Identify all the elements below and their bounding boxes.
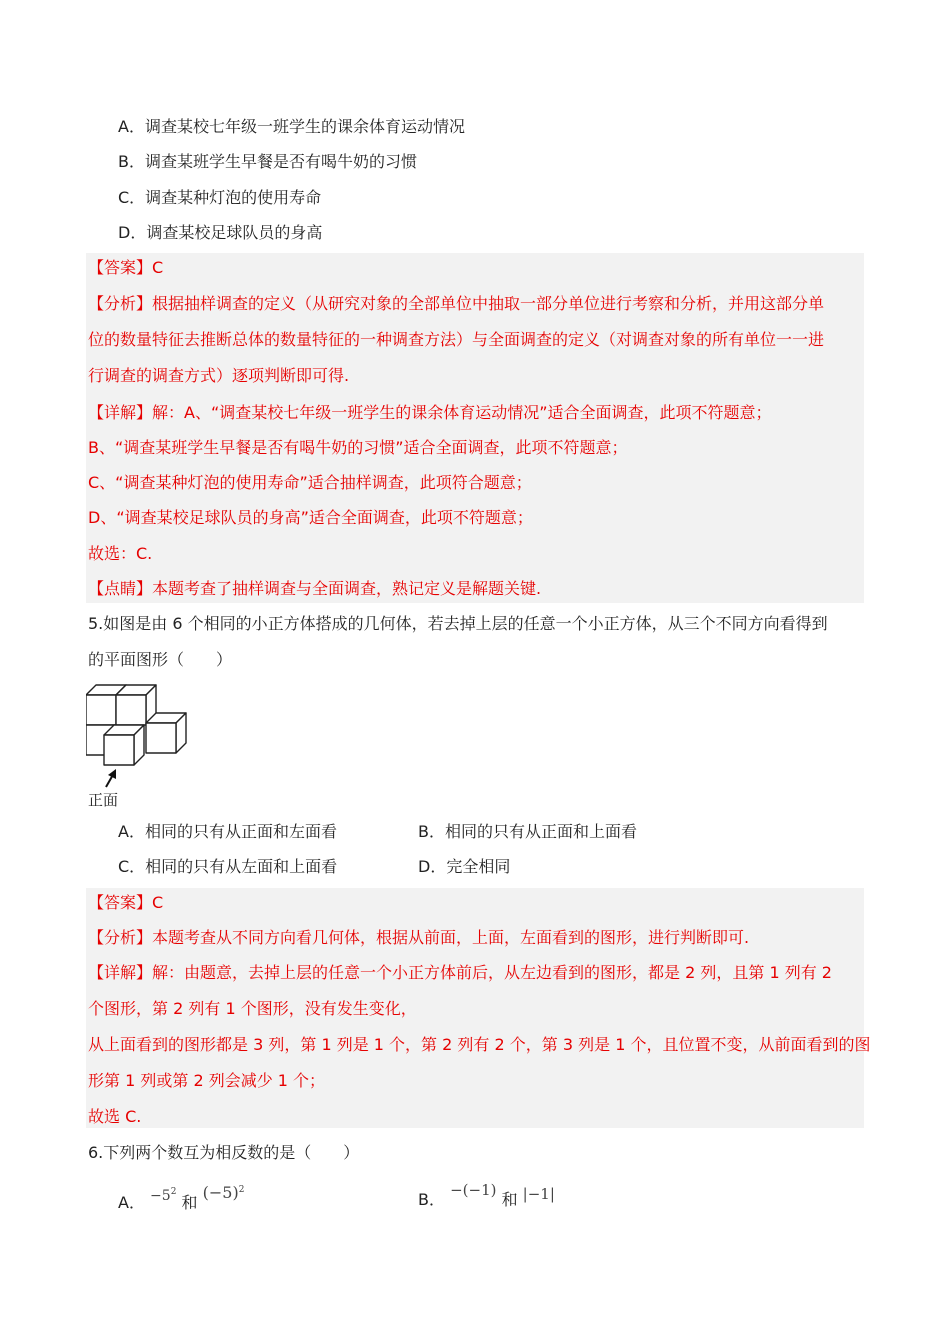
- q5-detail-line: 形第 1 列或第 2 列会减少 1 个；: [88, 1071, 326, 1090]
- q5-analysis: 【分析】本题考查从不同方向看几何体，根据从前面，上面，左面看到的图形，进行判断即可.: [88, 928, 750, 947]
- q6-stem: 6.下列两个数互为相反数的是（ ）: [88, 1143, 360, 1162]
- q5-detail-line: 故选 C.: [88, 1107, 142, 1126]
- q4-detail-line: 【详解】解：A、“调查某校七年级一班学生的课余体育运动情况”适合全面调查，此项不符题意；: [88, 403, 772, 422]
- q6-option-a-left: [150, 1188, 176, 1204]
- q4-analysis-line: 【分析】根据抽样调查的定义（从研究对象的全部单位中抽取一部分单位进行考察和分析，并用这部分单: [88, 294, 825, 313]
- q6-option-b: [418, 1181, 555, 1210]
- q5-stem-line: 5.如图是由 6 个相同的小正方体搭成的几何体，若去掉上层的任意一个小正方体，从三个不同方向看得到: [88, 614, 828, 633]
- q4-answer: 【答案】C: [88, 258, 164, 277]
- q6-option-a-label: A．: [118, 1193, 145, 1212]
- q6-option-a-and: 和: [181, 1193, 198, 1212]
- q6-a-right-exponent: 2: [238, 1185, 245, 1195]
- q4-option-c: C．调查某种灯泡的使用寿命: [118, 188, 322, 207]
- q5-detail-line: 从上面看到的图形都是 3 列，第 1 列是 1 个，第 2 列有 2 个，第 3 列是 1 个，且位置不变，从前面看到的图: [88, 1035, 871, 1054]
- q5-option-b: B．相同的只有从正面和上面看: [418, 822, 637, 841]
- q5-stem-line: 的平面图形（ ）: [88, 650, 233, 669]
- q4-detail-line: D、“调查某校足球队员的身高”适合全面调查，此项不符题意；: [88, 508, 533, 527]
- q4-analysis-line: 位的数量特征去推断总体的数量特征的一种调查方法）与全面调查的定义（对调查对象的所有单位一一进: [88, 330, 825, 349]
- q4-option-a: A．调查某校七年级一班学生的课余体育运动情况: [118, 117, 465, 136]
- q6-option-b-and: 和: [501, 1190, 518, 1209]
- q5-answer: 【答案】C: [88, 893, 164, 912]
- q4-comment: 【点睛】本题考查了抽样调查与全面调查，熟记定义是解题关键.: [88, 579, 542, 598]
- cube-figure: [86, 683, 196, 815]
- q4-option-d: D．调查某校足球队员的身高: [118, 223, 323, 242]
- q4-option-b: B．调查某班学生早餐是否有喝牛奶的习惯: [118, 152, 417, 171]
- q5-detail-line: 【详解】解：由题意，去掉上层的任意一个小正方体前后，从左边看到的图形，都是 2 列，且第 1 列有 2: [88, 963, 832, 982]
- q4-detail-line: B、“调查某班学生早餐是否有喝牛奶的习惯”适合全面调查，此项不符题意；: [88, 438, 628, 457]
- q6-a-left-exponent: 2: [170, 1187, 177, 1197]
- q4-analysis-line: 行调查的调查方式）逐项判断即可得.: [88, 366, 350, 385]
- q6-a-left-base: −5: [150, 1188, 171, 1204]
- q5-option-a: A．相同的只有从正面和左面看: [118, 822, 337, 841]
- q4-detail-line: 故选：C.: [88, 544, 153, 563]
- front-label: 正面: [88, 791, 119, 809]
- q4-detail-line: C、“调查某种灯泡的使用寿命”适合抽样调查，此项符合题意；: [88, 473, 532, 492]
- q6-option-a-right: [203, 1183, 245, 1202]
- q6-option-a: [118, 1183, 245, 1214]
- q5-detail-line: 个图形，第 2 列有 1 个图形，没有发生变化，: [88, 999, 417, 1018]
- q5-option-d: D．完全相同: [418, 857, 511, 876]
- q6-option-b-left: −(−1): [450, 1181, 497, 1199]
- q6-option-b-label: B．: [418, 1190, 445, 1209]
- q6-a-right-base: (−5): [202, 1183, 239, 1202]
- q5-option-c: C．相同的只有从左面和上面看: [118, 857, 338, 876]
- q6-option-b-right: |−1|: [522, 1185, 555, 1203]
